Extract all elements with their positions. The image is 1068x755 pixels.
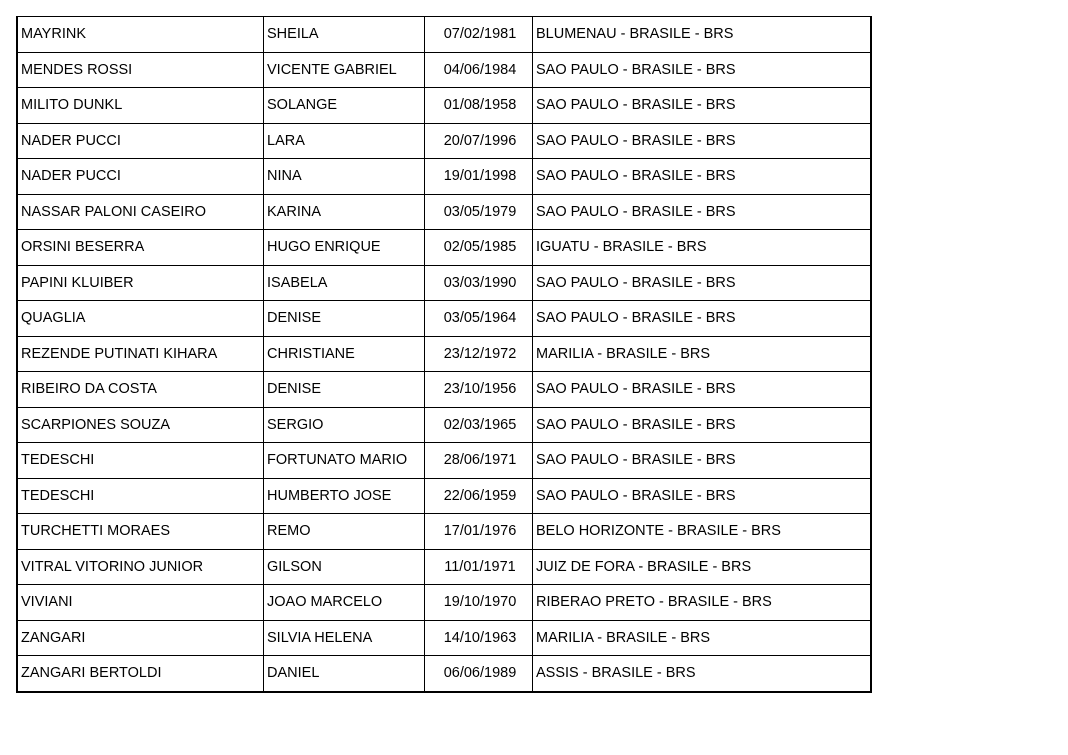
table-row bbox=[17, 656, 871, 692]
birth-date-cell: 20/07/1996 bbox=[425, 123, 533, 159]
birth-place-cell: IGUATU - BRASILE - BRS bbox=[533, 230, 872, 266]
birth-place-cell: SAO PAULO - BRASILE - BRS bbox=[533, 407, 872, 443]
registry-table bbox=[16, 16, 872, 693]
surname-cell: SCARPIONES SOUZA bbox=[17, 407, 264, 443]
given-name-cell: ISABELA bbox=[264, 265, 425, 301]
table-row bbox=[17, 443, 871, 479]
given-name-cell: LARA bbox=[264, 123, 425, 159]
surname-cell: TEDESCHI bbox=[17, 443, 264, 479]
table-row bbox=[17, 514, 871, 550]
given-name-cell: SOLANGE bbox=[264, 88, 425, 124]
birth-place-cell: SAO PAULO - BRASILE - BRS bbox=[533, 194, 872, 230]
given-name-cell: KARINA bbox=[264, 194, 425, 230]
birth-place-cell: MARILIA - BRASILE - BRS bbox=[533, 336, 872, 372]
given-name-cell: GILSON bbox=[264, 549, 425, 585]
birth-date-cell: 11/01/1971 bbox=[425, 549, 533, 585]
birth-date-cell: 02/03/1965 bbox=[425, 407, 533, 443]
surname-cell: ZANGARI BERTOLDI bbox=[17, 656, 264, 692]
given-name-cell: DANIEL bbox=[264, 656, 425, 692]
birth-date-cell: 23/12/1972 bbox=[425, 336, 533, 372]
table-row bbox=[17, 88, 871, 124]
table-row bbox=[17, 230, 871, 266]
surname-cell: TEDESCHI bbox=[17, 478, 264, 514]
table-row bbox=[17, 336, 871, 372]
birth-place-cell: SAO PAULO - BRASILE - BRS bbox=[533, 301, 872, 337]
birth-place-cell: SAO PAULO - BRASILE - BRS bbox=[533, 265, 872, 301]
birth-date-cell: 19/01/1998 bbox=[425, 159, 533, 195]
given-name-cell: NINA bbox=[264, 159, 425, 195]
birth-date-cell: 04/06/1984 bbox=[425, 52, 533, 88]
birth-date-cell: 14/10/1963 bbox=[425, 620, 533, 656]
table-row bbox=[17, 265, 871, 301]
birth-place-cell: MARILIA - BRASILE - BRS bbox=[533, 620, 872, 656]
birth-place-cell: RIBERAO PRETO - BRASILE - BRS bbox=[533, 585, 872, 621]
birth-date-cell: 06/06/1989 bbox=[425, 656, 533, 692]
surname-cell: VIVIANI bbox=[17, 585, 264, 621]
birth-place-cell: SAO PAULO - BRASILE - BRS bbox=[533, 52, 872, 88]
surname-cell: ZANGARI bbox=[17, 620, 264, 656]
table-row bbox=[17, 17, 871, 53]
given-name-cell: DENISE bbox=[264, 301, 425, 337]
surname-cell: REZENDE PUTINATI KIHARA bbox=[17, 336, 264, 372]
birth-place-cell: SAO PAULO - BRASILE - BRS bbox=[533, 88, 872, 124]
birth-date-cell: 03/05/1964 bbox=[425, 301, 533, 337]
birth-date-cell: 19/10/1970 bbox=[425, 585, 533, 621]
given-name-cell: SHEILA bbox=[264, 17, 425, 53]
birth-date-cell: 22/06/1959 bbox=[425, 478, 533, 514]
birth-date-cell: 07/02/1981 bbox=[425, 17, 533, 53]
birth-place-cell: BELO HORIZONTE - BRASILE - BRS bbox=[533, 514, 872, 550]
birth-date-cell: 02/05/1985 bbox=[425, 230, 533, 266]
table-row bbox=[17, 620, 871, 656]
registry-table-body bbox=[17, 17, 871, 692]
birth-date-cell: 23/10/1956 bbox=[425, 372, 533, 408]
birth-place-cell: SAO PAULO - BRASILE - BRS bbox=[533, 372, 872, 408]
birth-date-cell: 17/01/1976 bbox=[425, 514, 533, 550]
given-name-cell: HUGO ENRIQUE bbox=[264, 230, 425, 266]
birth-date-cell: 01/08/1958 bbox=[425, 88, 533, 124]
table-row bbox=[17, 301, 871, 337]
table-row bbox=[17, 159, 871, 195]
surname-cell: RIBEIRO DA COSTA bbox=[17, 372, 264, 408]
surname-cell: ORSINI BESERRA bbox=[17, 230, 264, 266]
given-name-cell: JOAO MARCELO bbox=[264, 585, 425, 621]
table-row bbox=[17, 372, 871, 408]
surname-cell: QUAGLIA bbox=[17, 301, 264, 337]
surname-cell: PAPINI KLUIBER bbox=[17, 265, 264, 301]
birth-place-cell: ASSIS - BRASILE - BRS bbox=[533, 656, 872, 692]
given-name-cell: HUMBERTO JOSE bbox=[264, 478, 425, 514]
table-row bbox=[17, 407, 871, 443]
table-row bbox=[17, 585, 871, 621]
birth-date-cell: 03/05/1979 bbox=[425, 194, 533, 230]
surname-cell: TURCHETTI MORAES bbox=[17, 514, 264, 550]
surname-cell: MAYRINK bbox=[17, 17, 264, 53]
birth-place-cell: SAO PAULO - BRASILE - BRS bbox=[533, 478, 872, 514]
birth-date-cell: 28/06/1971 bbox=[425, 443, 533, 479]
birth-place-cell: BLUMENAU - BRASILE - BRS bbox=[533, 17, 872, 53]
birth-place-cell: SAO PAULO - BRASILE - BRS bbox=[533, 443, 872, 479]
given-name-cell: SILVIA HELENA bbox=[264, 620, 425, 656]
given-name-cell: SERGIO bbox=[264, 407, 425, 443]
surname-cell: MILITO DUNKL bbox=[17, 88, 264, 124]
given-name-cell: FORTUNATO MARIO bbox=[264, 443, 425, 479]
birth-date-cell: 03/03/1990 bbox=[425, 265, 533, 301]
table-row bbox=[17, 478, 871, 514]
birth-place-cell: SAO PAULO - BRASILE - BRS bbox=[533, 123, 872, 159]
table-row bbox=[17, 52, 871, 88]
given-name-cell: REMO bbox=[264, 514, 425, 550]
surname-cell: VITRAL VITORINO JUNIOR bbox=[17, 549, 264, 585]
surname-cell: NADER PUCCI bbox=[17, 123, 264, 159]
surname-cell: NASSAR PALONI CASEIRO bbox=[17, 194, 264, 230]
table-row bbox=[17, 123, 871, 159]
given-name-cell: DENISE bbox=[264, 372, 425, 408]
given-name-cell: CHRISTIANE bbox=[264, 336, 425, 372]
birth-place-cell: JUIZ DE FORA - BRASILE - BRS bbox=[533, 549, 872, 585]
table-row bbox=[17, 194, 871, 230]
birth-place-cell: SAO PAULO - BRASILE - BRS bbox=[533, 159, 872, 195]
surname-cell: MENDES ROSSI bbox=[17, 52, 264, 88]
surname-cell: NADER PUCCI bbox=[17, 159, 264, 195]
given-name-cell: VICENTE GABRIEL bbox=[264, 52, 425, 88]
table-row bbox=[17, 549, 871, 585]
